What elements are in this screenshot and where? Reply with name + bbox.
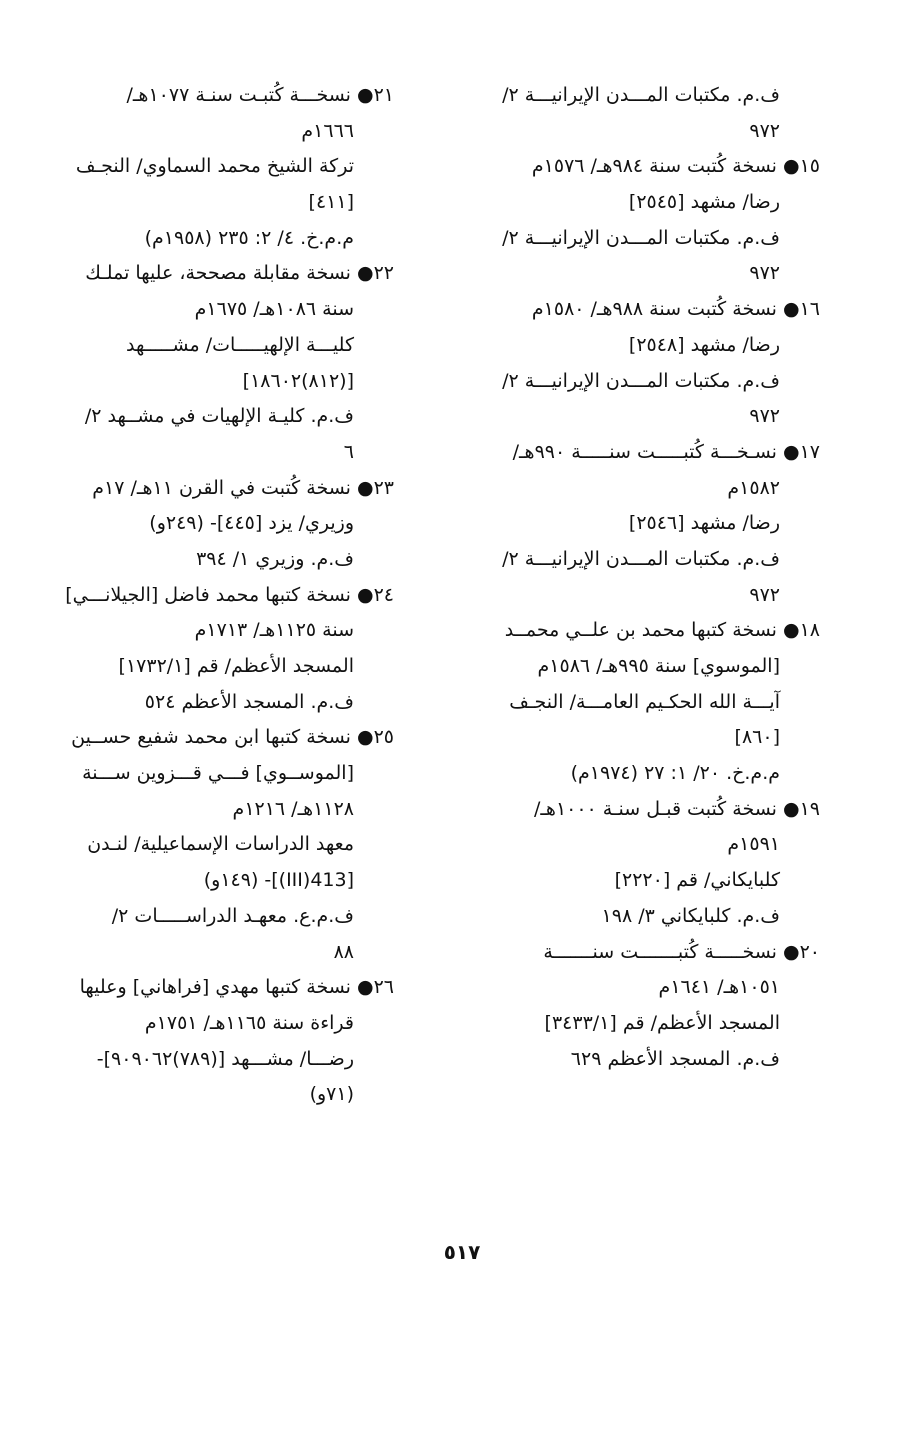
entry-detail-line: م.م.خ. ٢٠/ ١: ٢٧ (١٩٧٤م) <box>570 762 780 785</box>
entry-detail-line: رضـــا/ مشـــهد [(٧٨٩)٩٠٩٠٦٢]- <box>96 1047 354 1070</box>
entry-detail-line: [٤١١] <box>308 191 354 214</box>
entry-detail-line: (٧١و) <box>309 1083 354 1106</box>
entry-detail-line: تركة الشيخ محمد السماوي/ النجـف <box>75 155 354 178</box>
entry-detail-line: ٦ <box>343 440 354 463</box>
entry-detail-line: آيـــة الله الحكـيم العامـــة/ النجـف <box>509 690 780 713</box>
entry-detail-line: المسجد الأعظم/ قم [٣٤٣٣/١] <box>544 1011 780 1034</box>
entry-detail-line: كلبايكاني/ قم [٢٢٢٠] <box>614 869 780 892</box>
entry-detail-line: ف.م. مكتبات المـــدن الإيرانيـــة ٢/ <box>502 547 780 570</box>
entry-detail-line: قراءة سنة ١١٦٥هـ/ ١٧٥١م <box>144 1011 354 1034</box>
entry-detail-line: ٩٧٢ <box>749 583 780 606</box>
entry-detail-line: ف.م. كليـة الإلهيات في مشــهد ٢/ <box>84 405 354 428</box>
entry-detail-line: ف.م. كلبايكاني ٣/ ١٩٨ <box>601 904 780 927</box>
entry-detail-line: ١٥٨٢م <box>727 476 780 499</box>
entry-heading-line: ٢٤● نسخة كتبها محمد فاضل [الجيلانـــي] <box>65 583 394 606</box>
entry-detail-line: [٨٦٠] <box>734 726 780 749</box>
entry-detail-line: م.م.خ. ٤/ ٢: ٢٣٥ (١٩٥٨م) <box>144 226 354 249</box>
entry-heading-line: ٢٥● نسخة كتبها ابن محمد شفيع حســين <box>71 726 394 749</box>
entry-detail-line: [الموســوي] فـــي قـــزوين ســـنة <box>82 762 354 785</box>
entry-detail-line: ف.م. المسجد الأعظم ٦٢٩ <box>570 1047 780 1070</box>
entry-detail-line: ٩٧٢ <box>749 262 780 285</box>
entry-detail-line: ف.م. وزيري ١/ ٣٩٤ <box>196 547 354 570</box>
entry-detail-line: ف.م. مكتبات المـــدن الإيرانيـــة ٢/ <box>502 84 780 106</box>
entry-detail-line: ١٦٦٦م <box>301 119 354 142</box>
entry-heading-line: ١٨● نسخة كتبها محمد بن علــي محمــد <box>504 619 820 642</box>
entry-detail-line: ف.م. المسجد الأعظم ٥٢٤ <box>144 690 354 713</box>
right-column <box>490 78 820 1077</box>
entry-heading-line: ٢٠● نسخـــــة كُتبـــــــت سنـــــــة <box>543 940 820 963</box>
entry-detail-line: سنة ١٠٨٦هـ/ ١٦٧٥م <box>194 298 354 321</box>
entry-detail-line: كليـــة الإلهيـــــات/ مشـــــهد <box>125 333 354 356</box>
entry-detail-line: ف.م.ع. معهـد الدراســـــات ٢/ <box>111 904 354 927</box>
entry-heading-line: ٢٢● نسخة مقابلة مصححة، عليها تملـك <box>85 262 394 285</box>
entry-heading-line: ١٦● نسخة كُتبت سنة ٩٨٨هـ/ ١٥٨٠م <box>531 298 820 321</box>
entry-detail-line: ٩٧٢ <box>749 405 780 428</box>
entry-heading-line: ٢١● نسخـــة كُتبـت سنـة ١٠٧٧هـ/ <box>126 84 394 106</box>
entry-detail-line: [413(III)]- (١٤٩و) <box>203 869 354 892</box>
entry-detail-line: [(٨١٢)١٨٦٠٢] <box>242 369 354 392</box>
entry-detail-line: معهد الدراسات الإسماعيلية/ لنـدن <box>87 833 354 856</box>
entry-detail-line: سنة ١١٢٥هـ/ ١٧١٣م <box>194 619 354 642</box>
entry-detail-line: ١١٢٨هـ/ ١٢١٦م <box>232 797 354 820</box>
entry-detail-line: ٨٨ <box>333 940 354 963</box>
entry-detail-line: ٩٧٢ <box>749 119 780 142</box>
entry-detail-line: رضا/ مشهد [٢٥٤٨] <box>628 333 780 356</box>
entry-heading-line: ١٥● نسخة كُتبت سنة ٩٨٤هـ/ ١٥٧٦م <box>531 155 820 178</box>
entry-detail-line: ف.م. مكتبات المـــدن الإيرانيـــة ٢/ <box>502 369 780 392</box>
entry-detail-line: المسجد الأعظم/ قم [١٧٣٢/١] <box>118 655 354 677</box>
entry-detail-line: ١٥٩١م <box>727 833 780 856</box>
entry-heading-line: ١٧● نسـخـــة كُتبـــــت سنـــــة ٩٩٠هـ/ <box>512 440 820 463</box>
entry-detail-line: [الموسوي] سنة ٩٩٥هـ/ ١٥٨٦م <box>537 655 780 677</box>
entry-heading-line: ٢٣● نسخة كُتبت في القرن ١١هـ/ ١٧م <box>92 476 394 499</box>
left-column <box>65 78 394 1113</box>
entry-heading-line: ١٩● نسخة كُتبت قبـل سنـة ١٠٠٠هـ/ <box>533 797 820 820</box>
entry-detail-line: ١٠٥١هـ/ ١٦٤١م <box>658 976 780 999</box>
entry-detail-line: رضا/ مشهد [٢٥٤٥] <box>628 191 780 214</box>
entry-heading-line: ٢٦● نسخة كتبها مهدي [فراهاني] وعليها <box>79 976 394 999</box>
entry-detail-line: وزيري/ يزد [٤٤٥]- (٢٤٩و) <box>149 512 354 535</box>
page-number: ٥١٧ <box>443 1240 481 1264</box>
entry-detail-line: رضا/ مشهد [٢٥٤٦] <box>628 512 780 535</box>
entry-detail-line: ف.م. مكتبات المـــدن الإيرانيـــة ٢/ <box>502 226 780 249</box>
